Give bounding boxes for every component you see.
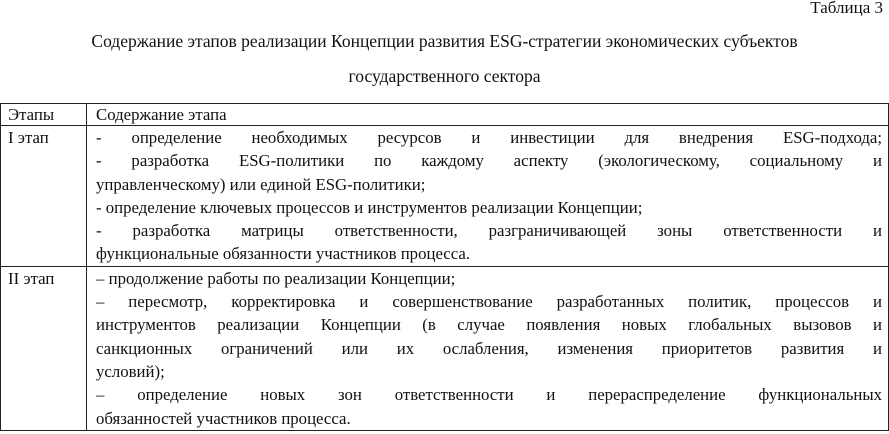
table-title-line-1: Содержание этапов реализации Концепции развития ESG-стратегии экономических субъектов — [91, 31, 798, 51]
content-line: – пересмотр, корректировка и совершенствование разработанных политик, процессов и — [96, 292, 882, 312]
stage-content — [87, 126, 889, 267]
column-header-stages: Этапы — [1, 104, 87, 126]
column-header-content: Содержание этапа — [87, 104, 889, 126]
table-row-stage-1 — [1, 126, 889, 267]
stage-content — [87, 266, 889, 430]
stage-label: I этап — [1, 126, 87, 267]
content-line: – определение новых зон ответственности и перераспределение функциональных — [96, 385, 882, 405]
content-line: - определение необходимых ресурсов и инвестиции для внедрения ESG-подхода; — [96, 128, 882, 147]
content-line: - разработка ESG-политики по каждому аспекту (экологическому, социальному и — [96, 151, 882, 171]
table-row-stage-2 — [1, 266, 889, 430]
content-line: - определение ключевых процессов и инструментов реализации Концепции; — [96, 197, 643, 217]
stage-label: II этап — [1, 266, 87, 430]
content-line: обязанностей участников процесса. — [96, 408, 351, 428]
table-number: Таблица 3 — [810, 0, 883, 17]
content-line: - разработка матрицы ответственности, разграничивающей зоны ответственности и — [96, 221, 882, 241]
table-header-row — [1, 104, 889, 126]
content-line: функциональные обязанности участников процесса. — [96, 244, 471, 264]
content-line: – продолжение работы по реализации Концепции; — [96, 268, 456, 288]
content-line: управленческому) или единой ESG-политики; — [96, 174, 426, 194]
content-line: санкционных ограничений или их ослабления, изменения приоритетов развития и — [96, 338, 882, 358]
stages-table — [0, 103, 889, 431]
table-title-line-2: государственного сектора — [348, 66, 541, 86]
content-line: инструментов реализации Концепции (в случае появления новых глобальных вызовов и — [96, 315, 882, 335]
content-line: условий); — [96, 361, 165, 381]
